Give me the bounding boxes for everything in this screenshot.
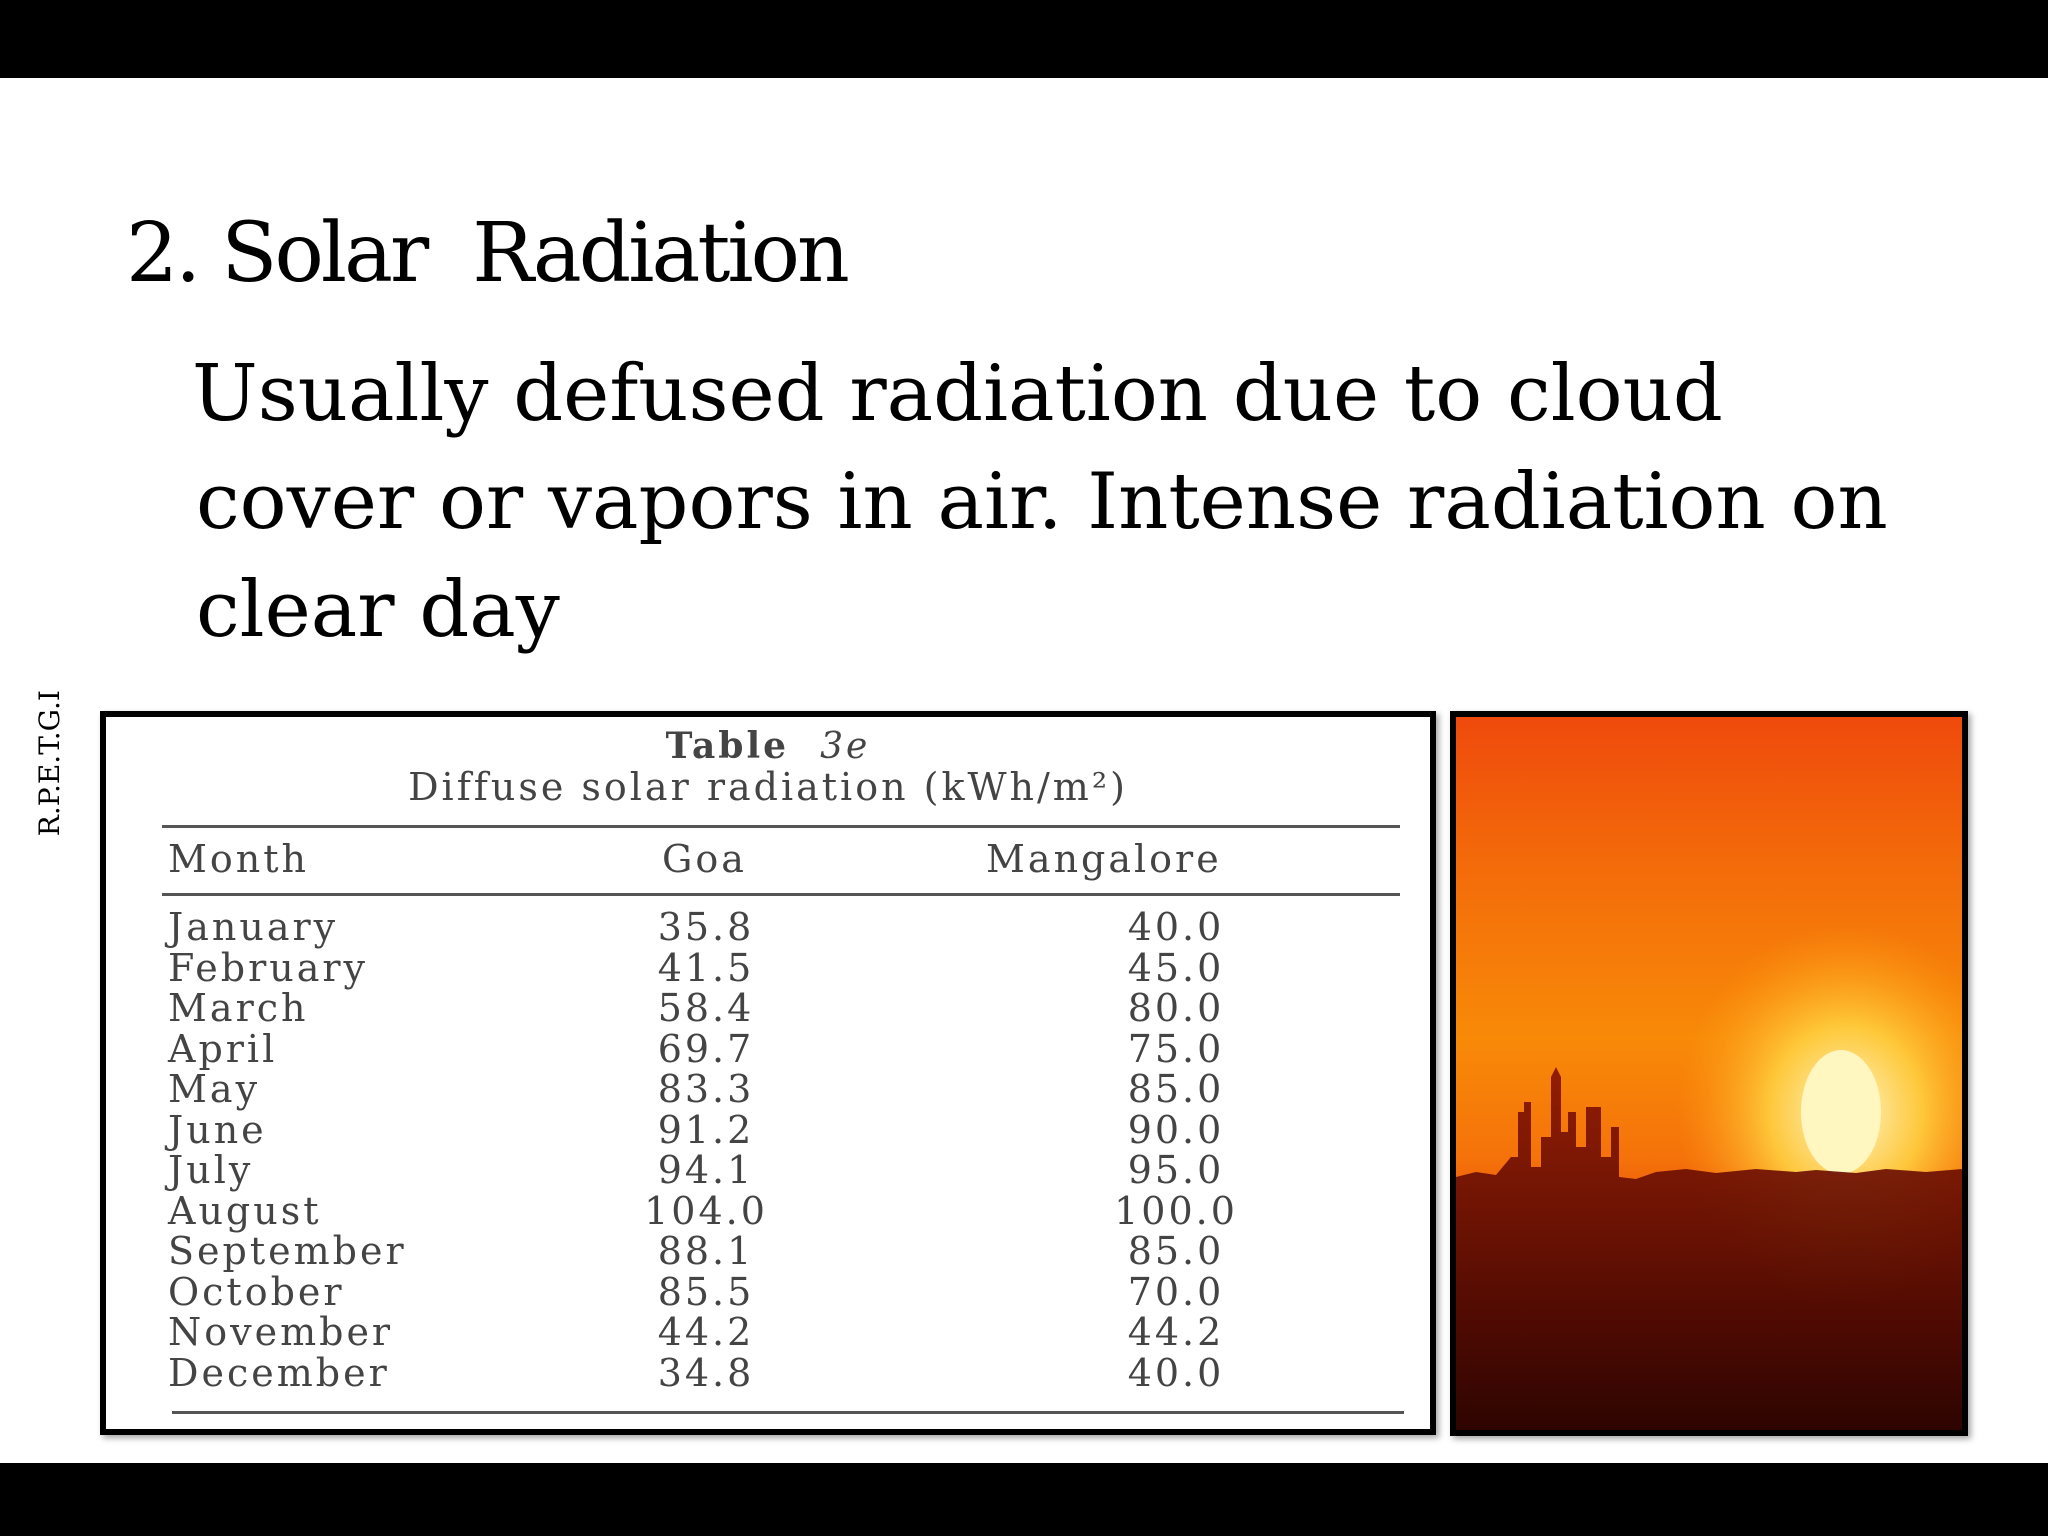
table-row	[106, 1231, 1430, 1272]
sun-icon	[1801, 1050, 1881, 1174]
slide-body-text: Usually defused radiation due to cloud cover or vapors in air. Intense radiation on clear day	[192, 349, 1888, 655]
month-cell: August	[168, 1188, 322, 1233]
mangalore-value-cell: 70.0	[1127, 1269, 1225, 1314]
goa-value-cell: 69.7	[657, 1026, 755, 1071]
table-title	[106, 725, 1430, 767]
table-body	[106, 907, 1430, 1393]
goa-value-cell: 34.8	[657, 1350, 755, 1395]
top-bar	[0, 0, 2048, 78]
mangalore-value-cell: 75.0	[1127, 1026, 1225, 1071]
month-cell: November	[168, 1310, 394, 1354]
month-cell: September	[168, 1229, 407, 1273]
mangalore-value-cell: 80.0	[1127, 986, 1225, 1030]
goa-value-cell: 85.5	[657, 1269, 755, 1314]
slide-title: 2. Solar Radiation	[126, 206, 847, 301]
goa-value-cell: 44.2	[657, 1310, 755, 1354]
table-top-rule	[162, 825, 1400, 828]
month-cell: October	[168, 1269, 345, 1314]
goa-value-cell: 41.5	[657, 945, 755, 990]
table-bottom-rule	[172, 1411, 1404, 1414]
month-cell: March	[168, 986, 309, 1030]
mangalore-value-cell: 45.0	[1127, 945, 1225, 990]
mangalore-value-cell: 95.0	[1127, 1148, 1225, 1192]
goa-value-cell: 58.4	[657, 986, 755, 1030]
goa-value-cell: 94.1	[657, 1148, 755, 1192]
mangalore-value-cell: 85.0	[1127, 1067, 1225, 1111]
sunset-illustration	[1456, 717, 1962, 1430]
table-row	[106, 1026, 1430, 1071]
bottom-bar	[0, 1463, 2048, 1536]
mangalore-value-cell: 100.0	[1114, 1188, 1238, 1233]
month-cell: July	[168, 1148, 254, 1192]
goa-value-cell: 35.8	[657, 905, 755, 949]
goa-value-cell: 104.0	[644, 1188, 768, 1233]
table-row	[106, 1350, 1430, 1395]
month-cell: April	[168, 1026, 278, 1071]
table-row	[106, 1150, 1430, 1191]
table-row	[106, 945, 1430, 990]
month-cell: June	[168, 1107, 267, 1152]
table-row	[106, 988, 1430, 1029]
table-title-number: 3e	[820, 726, 871, 767]
table-header-rule	[162, 893, 1400, 896]
mangalore-value-cell: 85.0	[1127, 1229, 1225, 1273]
month-cell: December	[168, 1350, 390, 1395]
column-header-month: Month	[168, 837, 310, 881]
table-row	[106, 1269, 1430, 1314]
table-subtitle: Diffuse solar radiation (kWh/m²)	[408, 765, 1128, 809]
month-cell: May	[168, 1067, 261, 1111]
sunset-photo	[1450, 711, 1968, 1436]
goa-value-cell: 88.1	[657, 1229, 755, 1273]
table-title-label: Table	[665, 725, 790, 767]
month-cell: February	[168, 945, 369, 990]
mangalore-value-cell: 90.0	[1127, 1107, 1225, 1152]
goa-value-cell: 83.3	[657, 1067, 755, 1111]
diffuse-radiation-table	[100, 711, 1436, 1435]
month-cell: January	[168, 905, 339, 949]
mangalore-value-cell: 40.0	[1127, 905, 1225, 949]
column-header-mangalore: Mangalore	[986, 837, 1222, 881]
mangalore-value-cell: 44.2	[1127, 1310, 1225, 1354]
table-row	[106, 1107, 1430, 1152]
column-header-goa: Goa	[662, 837, 747, 881]
table-row	[106, 1069, 1430, 1110]
table-row	[106, 1312, 1430, 1353]
table-row	[106, 1188, 1430, 1233]
goa-value-cell: 91.2	[657, 1107, 755, 1152]
vertical-side-label: R.P.E.T.G.I	[33, 690, 66, 837]
table-row	[106, 907, 1430, 948]
mangalore-value-cell: 40.0	[1127, 1350, 1225, 1395]
